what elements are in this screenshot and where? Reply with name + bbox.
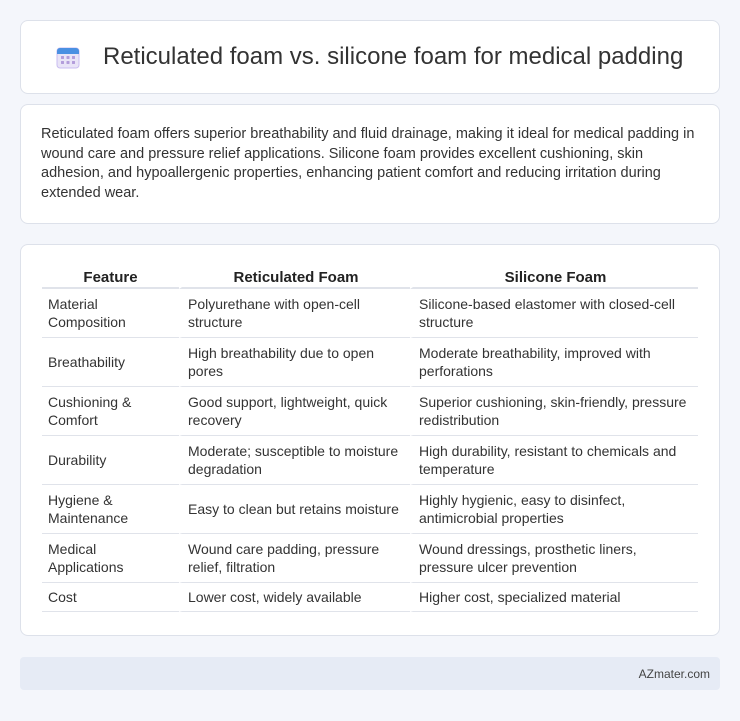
table-row [42,387,698,436]
reticulated-cell: Moderate; susceptible to moisture degradation [179,436,410,485]
comparison-table [42,265,698,612]
silicone-cell: Higher cost, specialized material [410,583,698,612]
silicone-cell: Highly hygienic, easy to disinfect, antimicrobial properties [410,485,698,534]
feature-cell: Durability [42,436,179,485]
feature-cell: Cushioning & Comfort [42,387,179,436]
source-link[interactable]: AZmater.com [638,666,710,681]
reticulated-cell: Easy to clean but retains moisture [179,485,410,534]
table-row [42,436,698,485]
intro-card [20,104,720,224]
silicone-cell: Silicone-based elastomer with closed-cell structure [410,289,698,338]
column-header-silicone: Silicone Foam [410,265,698,289]
feature-cell: Breathability [42,338,179,387]
feature-cell: Hygiene & Maintenance [42,485,179,534]
table-row [42,534,698,583]
column-header-reticulated: Reticulated Foam [179,265,410,289]
reticulated-cell: Polyurethane with open-cell structure [179,289,410,338]
table-row [42,289,698,338]
footer-bar [20,657,720,690]
feature-cell: Material Composition [42,289,179,338]
reticulated-cell: Good support, lightweight, quick recovery [179,387,410,436]
silicone-cell: Moderate breathability, improved with perforations [410,338,698,387]
column-header-feature: Feature [42,265,179,289]
feature-cell: Medical Applications [42,534,179,583]
title-card [20,20,720,94]
page-title: Reticulated foam vs. silicone foam for medical padding [103,43,684,70]
silicone-cell: High durability, resistant to chemicals and temperature [410,436,698,485]
reticulated-cell: Lower cost, widely available [179,583,410,612]
comparison-card [20,244,720,636]
feature-cell: Cost [42,583,179,612]
reticulated-cell: High breathability due to open pores [179,338,410,387]
table-row [42,338,698,387]
intro-paragraph: Reticulated foam offers superior breathability and fluid drainage, making it ideal for medical padding in wound care and pressure relief applications. Silicone foam provides excellent cushioning, skin adhesion, and hypoallergenic properties, enhancing patient comfort and reducing irritation during extended wear. [41,126,695,201]
table-header-row [42,265,698,289]
reticulated-cell: Wound care padding, pressure relief, filtration [179,534,410,583]
silicone-cell: Wound dressings, prosthetic liners, pressure ulcer prevention [410,534,698,583]
silicone-cell: Superior cushioning, skin-friendly, pressure redistribution [410,387,698,436]
table-row [42,485,698,534]
table-row [42,583,698,612]
calendar-icon [55,44,81,70]
